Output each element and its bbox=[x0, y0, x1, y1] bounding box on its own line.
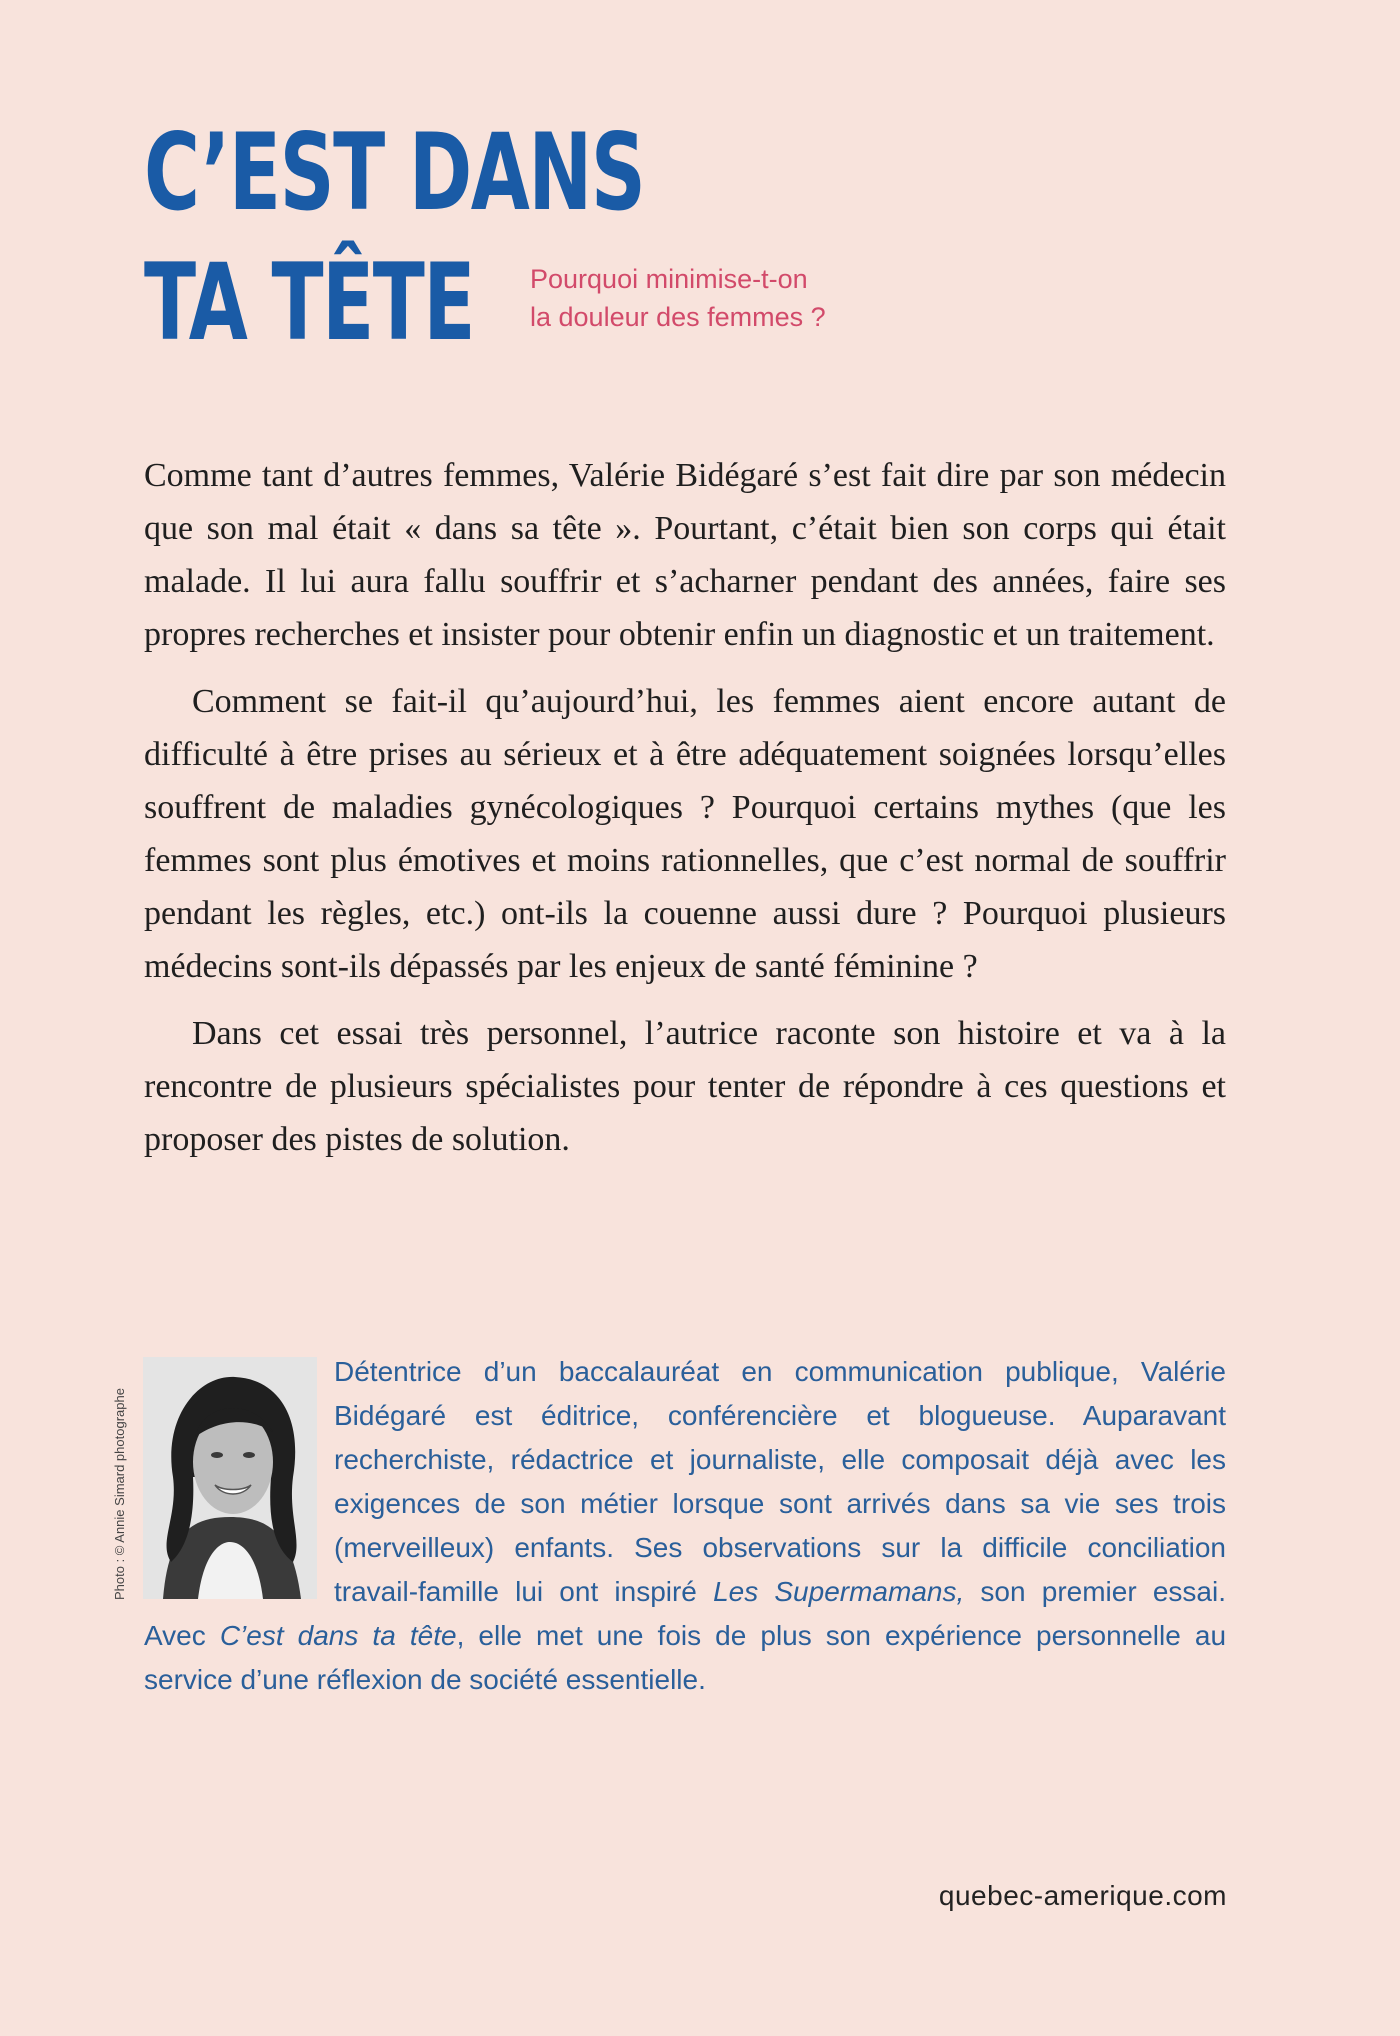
book-subtitle bbox=[530, 260, 910, 336]
book-title-line-2: TA TÊTE bbox=[144, 241, 475, 364]
summary-paragraph-1: Comme tant d’autres femmes, Valérie Bidégaré s’est fait dire par son médecin que son mal était « dans sa tête ». Pourtant, c’était bien son corps qui était malade. Il lui aura fallu souffrir et s’acharner pendant des années, faire ses propres recherches et insister pour obtenir enfin un diagnostic et un traitement. bbox=[144, 457, 1226, 653]
bio-book-title-2: C’est dans ta tête bbox=[219, 1620, 457, 1651]
publisher-url[interactable]: quebec-amerique.com bbox=[938, 1880, 1227, 1911]
bio-text-part-2: son premier essai. Avec bbox=[144, 1576, 1226, 1651]
photo-credit: Photo : © Annie Simard photographe bbox=[112, 1388, 127, 1600]
book-subtitle-line-1: Pourquoi minimise-t-on bbox=[530, 264, 808, 294]
bio-text-part-1: Détentrice d’un baccalauréat en communication publique, Valérie Bidégaré est éditrice, conférencière et blogueuse. Auparavant recherchiste, rédactrice et journaliste, elle composait déjà avec les exigences de son métier lorsque sont arrivés dans sa vie ses trois (merveilleux) enfants. Ses observations sur la difficile conciliation travail-famille lui ont inspiré bbox=[334, 1356, 1226, 1607]
summary-paragraph-3: Dans cet essai très personnel, l’autrice raconte son histoire et va à la rencontre de plusieurs spécialistes pour tenter de répondre à ces questions et proposer des pistes de solution. bbox=[144, 1015, 1226, 1158]
author-bio bbox=[144, 1350, 1226, 1702]
bio-text-part-3: , elle met une fois de plus son expérience personnelle au service d’une réflexion de société essentielle. bbox=[144, 1620, 1227, 1695]
bio-book-title-1: Les Supermamans, bbox=[713, 1576, 965, 1607]
portrait-spacer bbox=[144, 1350, 334, 1600]
book-title-line-1: C’EST DANS bbox=[144, 111, 645, 234]
book-subtitle-line-2: la douleur des femmes ? bbox=[530, 302, 826, 332]
book-summary bbox=[144, 449, 1226, 1180]
summary-paragraph-2: Comment se fait-il qu’aujourd’hui, les femmes aient encore autant de difficulté à être prises au sérieux et à être adéquatement soignées lorsqu’elles souffrent de maladies gynécologiques ? Pourquoi certains mythes (que les femmes sont plus émotives et moins rationnelles, que c’est normal de souffrir pendant les règles, etc.) ont-ils la couenne aussi dure ? Pourquoi plusieurs médecins sont-ils dépassés par les enjeux de santé féminine ? bbox=[144, 683, 1226, 985]
